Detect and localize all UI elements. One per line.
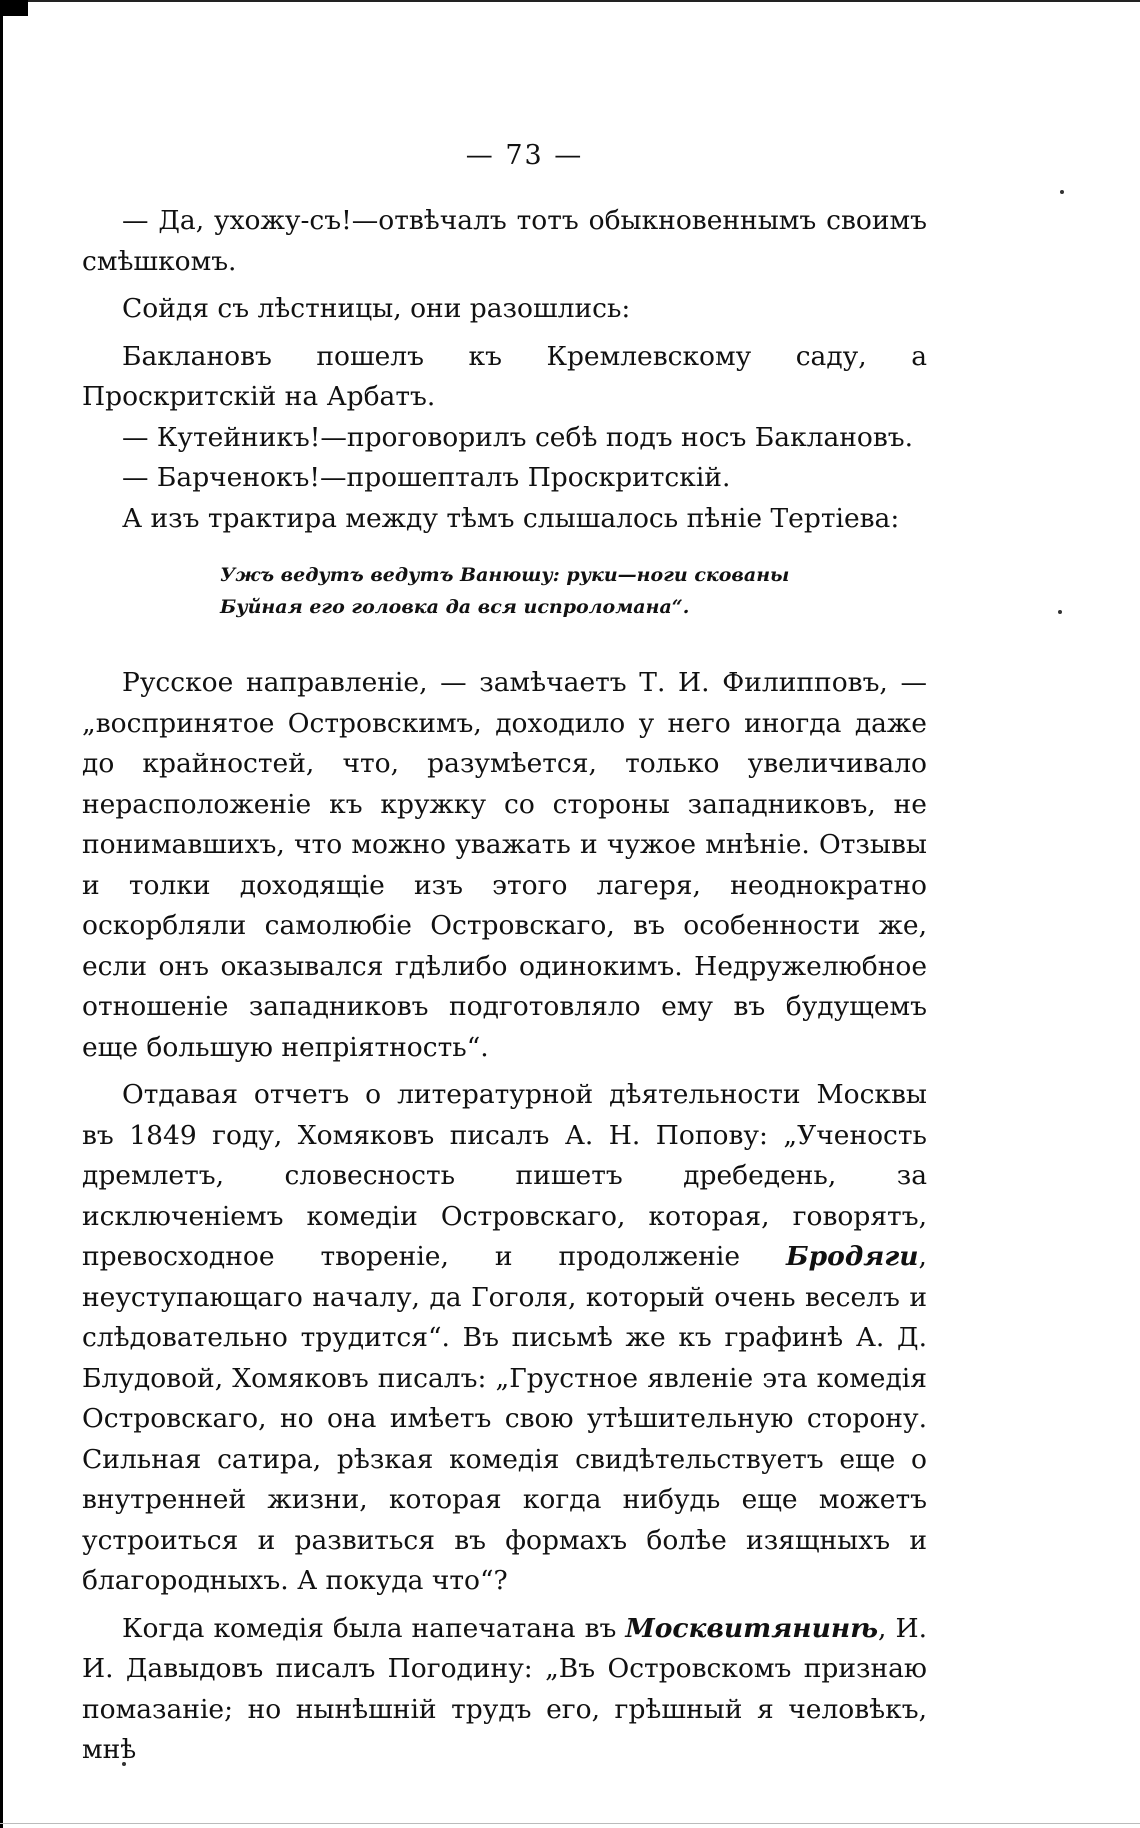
work-title-brodyagi: Бродяги	[786, 1241, 919, 1272]
paragraph-khomyakov-letters	[82, 1075, 927, 1602]
scan-speck	[1058, 610, 1062, 614]
paragraph-davydov-letter	[82, 1609, 927, 1771]
paragraph-filippov-quote: Русское направленіе, — замѣчаетъ Т. И. Филипповъ, — „воспринятое Островскимъ, доходило у него иногда даже до крайностей, что, разумѣется, только увеличивало нерасположеніе къ кружку со стороны западниковъ, не понимавшихъ, что можно уважать и чужое мнѣніе. Отзывы и толки доходящіе изъ этого лагеря, неоднократно оскорбляли самолюбіе Островскаго, въ особенности же, если онъ оказывался гдѣлибо одинокимъ. Недружелюбное отношеніе западниковъ подготовляло ему въ будущемъ еще большую непріятность“.	[82, 667, 927, 1063]
scan-corner-mark	[0, 0, 28, 16]
paragraph-barchenok: — Барченокъ!—прошепталъ Проскритскій.	[122, 462, 731, 493]
journal-title-moskvityanin: Москвитянинѣ	[625, 1612, 879, 1644]
scan-speck	[1060, 190, 1064, 194]
text-run: Когда комедія была напечатана въ	[122, 1612, 617, 1644]
paragraph-parting: Сойдя съ лѣстницы, они разошлись:	[122, 293, 631, 324]
text-run: , неуступающаго началу, да Гоголя, который очень веселъ и слѣдовательно трудится“. Въ письмѣ же къ графинѣ А. Д. Блудовой, Хомяковъ писалъ: „Грустное явленіе эта комедія Островскаго, но она имѣетъ свою утѣшительную сторону. Сильная сатира, рѣзкая комедія свидѣтельствуетъ еще о внутренней жизни, которая когда нибудь еще можетъ устроиться и развиться въ формахъ болѣе изящныхъ и благородныхъ. А покуда что“?	[82, 1241, 927, 1596]
scan-bottom-edge	[0, 1823, 1140, 1824]
scan-top-edge	[0, 0, 1140, 2]
paragraph-kuteinik: — Кутейникъ!—проговорилъ себѣ подъ носъ Баклановъ.	[122, 421, 914, 453]
text-run: , И. И. Давыдовъ писалъ Погодину: „Въ Островскомъ признаю помазаніе; но нынѣшній трудъ его, грѣшный я человѣкъ, мнѣ	[82, 1612, 927, 1765]
verse-line: Ужъ ведутъ ведутъ Ванюшу: руки—ноги скованы	[220, 564, 790, 586]
verse-line: Буйная его головка да вся испроломана“.	[220, 596, 690, 618]
paragraph-directions: Баклановъ пошелъ къ Кремлевскому саду, а Проскритскій на Арбатъ.	[82, 340, 927, 412]
scan-left-edge	[0, 0, 3, 1828]
paragraph-dialogue-reply: — Да, ухожу-съ!—отвѣчалъ тотъ обыкновеннымъ своимъ смѣшкомъ.	[82, 205, 927, 277]
song-verse	[220, 559, 927, 623]
book-page	[82, 140, 927, 1771]
paragraph-tavern-singing: А изъ трактира между тѣмъ слышалось пѣніе Тертіева:	[122, 502, 900, 534]
page-number: — 73 —	[465, 140, 584, 171]
text-run: Отдавая отчетъ о литературной дѣятельности Москвы въ 1849 году, Хомяковъ писалъ А. Н. Попову: „Ученость дремлетъ, словесность пишетъ дребедень, за исключеніемъ комедіи Островскаго, которая, говорятъ, превосходное твореніе, и продолженіе	[82, 1079, 927, 1272]
